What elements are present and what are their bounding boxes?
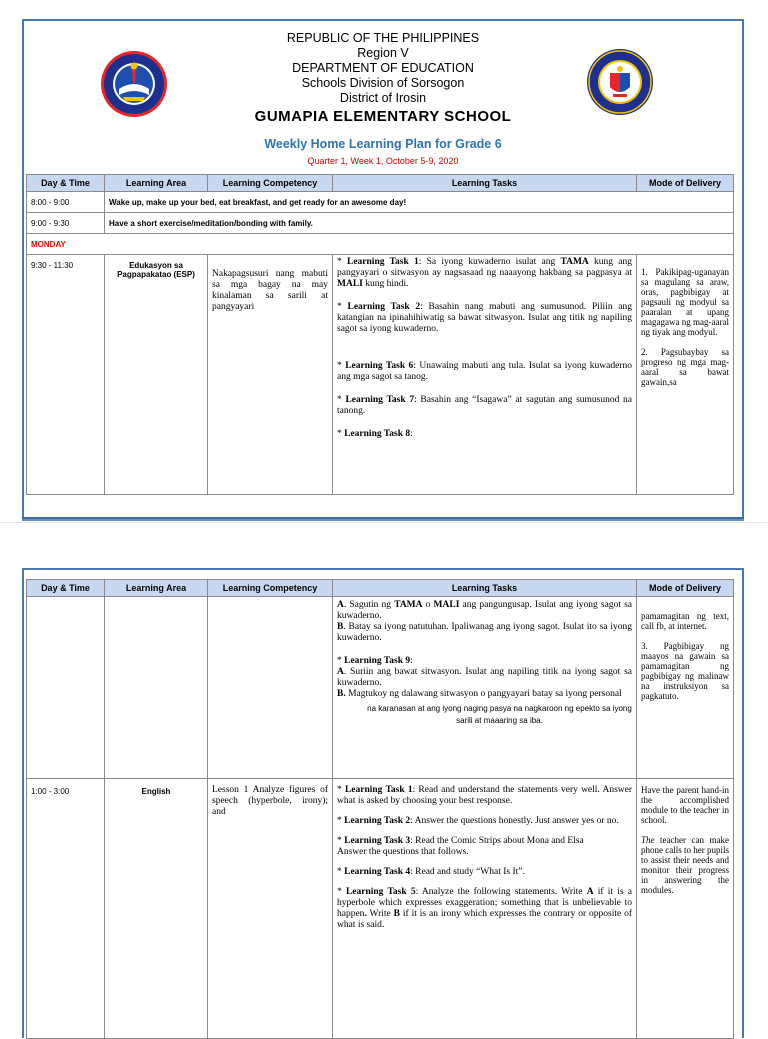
task-text: : Answer the questions honestly. Just answer yes or no.: [410, 816, 619, 826]
task-text: : Read and study “What Is It”.: [410, 867, 525, 877]
task-text: . Suriin ang bawat sitwasyon. Isulat ang napiling titik na iyong sagot sa kuwaderno.: [337, 667, 632, 688]
task-text: kung ang pangyayari o sitwasyon ay nagsasaad ng naaayong hakbang sa pagpasya at: [337, 257, 632, 278]
task-text: : Read and understand the statements very well. Answer what is asked by choosing your best response.: [337, 785, 633, 806]
keyword: TAMA: [394, 600, 423, 610]
task-label: Learning Task 2: [347, 302, 421, 312]
mode-item: 1. Pakikipag-uganayan sa magulang sa araw, oras, pagbibigay at pagsauli ng modyul sa paaralan at upang magagawa ng mag-aaral ng tiyak ang modyul.: [641, 267, 729, 337]
col-header-mode-delivery: Mode of Delivery: [637, 580, 734, 597]
table-header-row: [27, 580, 734, 597]
task-label: Learning Task 1: [344, 785, 413, 795]
school-name: GUMAPIA ELEMENTARY SCHOOL: [254, 108, 512, 125]
task-text: : Basahin nang mabuti ang sumusunod. Piliin ang katangian na ipinahihiwatig sa bawat sitwasyon. Isulat ang titik ng napiling sagot sa iyong kuwaderno.: [337, 302, 633, 334]
task-text: . Sagutin ng: [343, 600, 395, 610]
col-header-learning-area: Learning Area: [105, 580, 208, 597]
keyword: A: [586, 887, 594, 897]
time-cell: 1:00 - 3:00: [27, 779, 105, 1039]
task-text: kung hindi.: [362, 279, 409, 289]
item-letter: B: [337, 622, 344, 632]
competency-cell: Lesson 1 Analyze figures of speech (hyperbole, irony); and: [208, 779, 333, 1039]
task-label: Learning Task 8: [344, 429, 411, 439]
header-line-division: Schools Division of Sorsogon: [301, 76, 465, 90]
page-1: [22, 19, 744, 519]
plan-title: Weekly Home Learning Plan for Grade 6: [264, 137, 502, 151]
mode-item: 3. Pagbibigay ng maayos na gawain sa pamamagitan ng pagbibigay ng malinaw na instruksiyon sa pagkatuto.: [641, 641, 729, 701]
mode-item: pamamagitan ng text, call fb, at internet.: [641, 611, 729, 631]
header-line-district: District of Irosin: [339, 91, 427, 105]
mode-item: 2. Pagsubaybay sa progreso ng mga mag-aaral sa bawat gawain,sa: [641, 347, 729, 387]
task-label: Learning Task 9: [344, 656, 411, 666]
page-1-bottom-border: [22, 517, 744, 521]
item-letter: A: [337, 667, 344, 677]
table-row: [27, 234, 734, 255]
col-header-learning-tasks: Learning Tasks: [333, 580, 637, 597]
task-text: Answer the questions that follows.: [337, 847, 469, 857]
task-text: : Unawaing mabuti ang tula. Isulat sa iyong kuwaderno ang mga sagot sa tanog.: [337, 361, 632, 382]
learning-tasks-cell: A. Sagutin ng TAMA o MALI ang pangungusap. Isulat ang iyong sagot sa kuwaderno. B. Batay sa iyong natutuhan. Ipaliwanag ang iyong sagot. Isulat ito sa iyong kuwaderno. * Learning Task 9: A. Suriin ang bawat sitwasyon. Isulat ang napiling titik na iyong sagot sa kuwaderno. B. Magtukoy ng dalawang sitwasyon o pangyayari batay sa iyong personal na karanasan at ang iyong naging pasya na nagkaroon ng epekto sa iyong sarili at maaaring sa iba.: [333, 597, 637, 779]
header-line-department: DEPARTMENT OF EDUCATION: [292, 61, 474, 75]
task-text: Write: [366, 909, 394, 919]
keyword: TAMA: [560, 257, 589, 267]
task-text: if it is a hyperbole which expresses exaggeration; something that is unbelievable to happen: [337, 887, 633, 919]
learning-area-cell: [105, 597, 208, 779]
learning-plan-table-continued: [26, 579, 734, 1039]
col-header-learning-tasks: Learning Tasks: [333, 175, 637, 192]
learning-area-cell: Edukasyon sa Pagpapakatao (ESP): [105, 255, 208, 495]
table-row: [27, 192, 734, 213]
keyword: MALI: [337, 279, 363, 289]
letterhead: [24, 31, 742, 125]
time-cell: [27, 597, 105, 779]
keyword: .: [364, 909, 367, 919]
task-text: Magtukoy ng dalawang sitwasyon o pangyayari batay sa iyong personal: [345, 689, 622, 699]
task-label: Learning Task 7: [345, 395, 415, 405]
task-text: :: [410, 429, 413, 439]
table-row: [27, 779, 734, 1039]
mode-delivery-cell: [637, 779, 734, 1039]
task-label: Learning Task 6: [345, 361, 414, 371]
task-text: : Sa iyong kuwaderno isulat ang: [418, 257, 561, 267]
plan-subtitle: Quarter 1, Week 1, October 5-9, 2020: [307, 156, 459, 166]
mode-item: [641, 835, 729, 895]
time-cell: 8:00 - 9:00: [27, 192, 105, 213]
col-header-mode-delivery: Mode of Delivery: [637, 175, 734, 192]
col-header-learning-area: Learning Area: [105, 175, 208, 192]
learning-plan-table: [26, 174, 734, 495]
task-text: o: [422, 600, 434, 610]
task-label: Learning Task 4: [344, 867, 411, 877]
mode-delivery-cell: [637, 255, 734, 495]
competency-cell: [208, 597, 333, 779]
task-label: Learning Task 3: [344, 836, 411, 846]
col-header-day-time: Day & Time: [27, 175, 105, 192]
day-label: MONDAY: [27, 234, 734, 255]
header-line-region: Region V: [357, 46, 409, 60]
task-text: : Read the Comic Strips about Mona and Elsa: [410, 836, 584, 846]
col-header-competency: Learning Competency: [208, 175, 333, 192]
table-row: [27, 597, 734, 779]
time-cell: 9:00 - 9:30: [27, 213, 105, 234]
table-row: [27, 255, 734, 495]
task-text: ang pangungusap. Isulat ang iyong sagot sa kuwaderno.: [337, 600, 633, 621]
task-text: : Basahin ang “Isagawa” at sagutan ang sumusunod na tanong.: [337, 395, 633, 416]
keyword: B: [393, 909, 401, 919]
page-separator: [0, 522, 768, 523]
item-letter: B.: [337, 689, 346, 699]
task-text: if it is an irony which expresses the contrary or opposite of what is said.: [337, 909, 632, 930]
task-text: : Analyze the following statements. Write: [415, 887, 587, 897]
mode-delivery-cell: [637, 597, 734, 779]
learning-tasks-cell: * Learning Task 1: Sa iyong kuwaderno isulat ang TAMA kung ang pangyayari o sitwasyon ay nagsasaad ng naaayong hakbang sa pagpasya at MALI kung hindi. * Learning Task 2: Basahin nang mabuti ang sumusunod. Piliin ang katangian na ipinahihiwatig sa bawat sitwasyon. Isulat ang titik ng napiling sagot sa iyong kuwaderno. * Learning Task 6: Unawaing mabuti ang tula. Isulat sa iyong kuwaderno ang mga sagot sa tanog. * Learning Task 7: Basahin ang “Isagawa” at sagutan ang sumusunod na tanong. * Learning Task 8:: [333, 255, 637, 495]
header-line-country: REPUBLIC OF THE PHILIPPINES: [286, 31, 480, 45]
task-label: Learning Task 1: [347, 257, 419, 267]
learning-tasks-cell: * Learning Task 1: Read and understand the statements very well. Answer what is asked by choosing your best response. * Learning Task 2: Answer the questions honestly. Just answer yes or no. * Learning Task 3: Read the Comic Strips about Mona and Elsa Answer the questions that follows. * Learning Task 4: Read and study “What Is It”. * Learning Task 5: Analyze the following statements. Write A if it is a hyperbole which expresses exaggeration; something that is unbelievable to happen. Write B if it is an irony which expresses the contrary or opposite of what is said.: [333, 779, 637, 1039]
task-text-small: na karanasan at ang iyong naging pasya na nagkaroon ng epekto sa iyong sarili at maaaring sa iba.: [367, 704, 632, 725]
activity-cell: Wake up, make up your bed, eat breakfast, and get ready for an awesome day!: [105, 192, 734, 213]
mode-item: Have the parent hand-in the accomplished module to the teacher in school.: [641, 785, 729, 825]
task-text: :: [410, 656, 413, 666]
col-header-competency: Learning Competency: [208, 580, 333, 597]
activity-cell: Have a short exercise/meditation/bonding with family.: [105, 213, 734, 234]
task-label: Learning Task 2: [344, 816, 411, 826]
task-label: Learning Task 5: [345, 887, 416, 897]
keyword: MALI: [433, 600, 460, 610]
task-text: . Batay sa iyong natutuhan. Ipaliwanag ang iyong sagot. Isulat ito sa iyong kuwaderno.: [337, 622, 632, 643]
mode-item-text: teacher can make phone calls to her pupils to assist their needs and monitor their progress in answering the modules.: [641, 835, 729, 895]
learning-area-cell: English: [105, 779, 208, 1039]
table-header-row: [27, 175, 734, 192]
time-cell: 9:30 - 11:30: [27, 255, 105, 495]
col-header-day-time: Day & Time: [27, 580, 105, 597]
page-2: [22, 568, 744, 1038]
item-letter: A: [337, 600, 344, 610]
competency-cell: Nakapagsusuri nang mabuti sa mga bagay na may kinalaman sa sarili at pangyayari: [208, 255, 333, 495]
mode-item-emphasis: The: [641, 835, 655, 845]
table-row: [27, 213, 734, 234]
